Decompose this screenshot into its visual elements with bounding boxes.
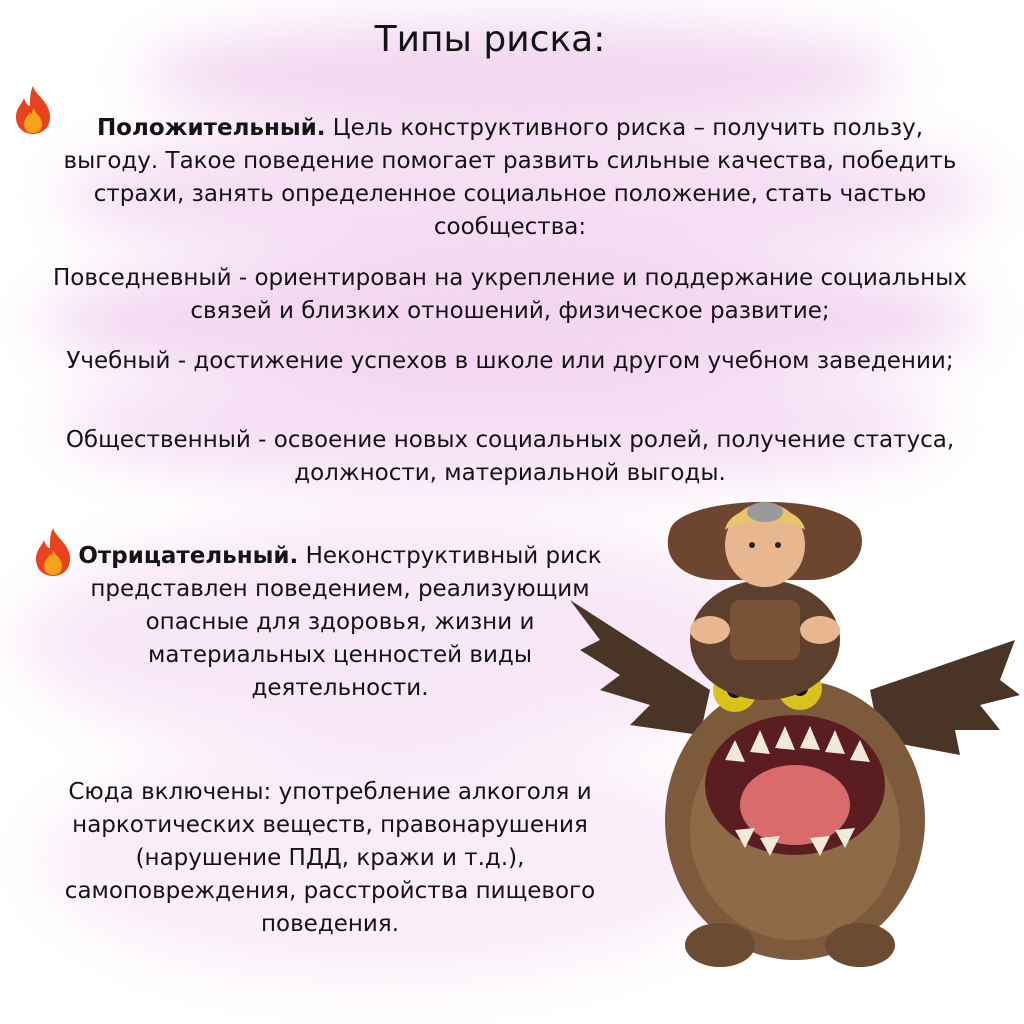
dragon-rider-illustration [560,490,1024,980]
negative-text: Неконструктивный риск представлен поведением, реализующим опасные для здоровья, жизни и материальных ценностей виды деятельности. [90,543,602,701]
positive-paragraph [50,112,970,244]
subtype-everyday: Повседневный - ориентирован на укрепление и поддержание социальных связей и близких отношений, физическое развитие; [53,265,967,324]
positive-text: Цель конструктивного риска – получить пользу, выгоду. Такое поведение помогает развить сильные качества, победить страхи, занять определенное социальное положение, стать частью сообщества: [63,115,957,240]
negative-includes: Сюда включены: употребление алкоголя и наркотических веществ, правонарушения (нарушение ПДД, кражи и т.д.), самоповреждения, расстройства пищевого поведения. [64,779,596,937]
page-title: Типы риска: [374,19,606,60]
negative-heading: Отрицательный. [78,543,299,569]
subtype-educational: Учебный - достижение успехов в школе или другом учебном заведении; [66,348,954,374]
negative-paragraph [60,540,620,705]
subtype-social: Общественный - освоение новых социальных ролей, получение статуса, должности, материальной выгоды. [65,427,955,486]
positive-heading: Положительный. [96,115,326,141]
